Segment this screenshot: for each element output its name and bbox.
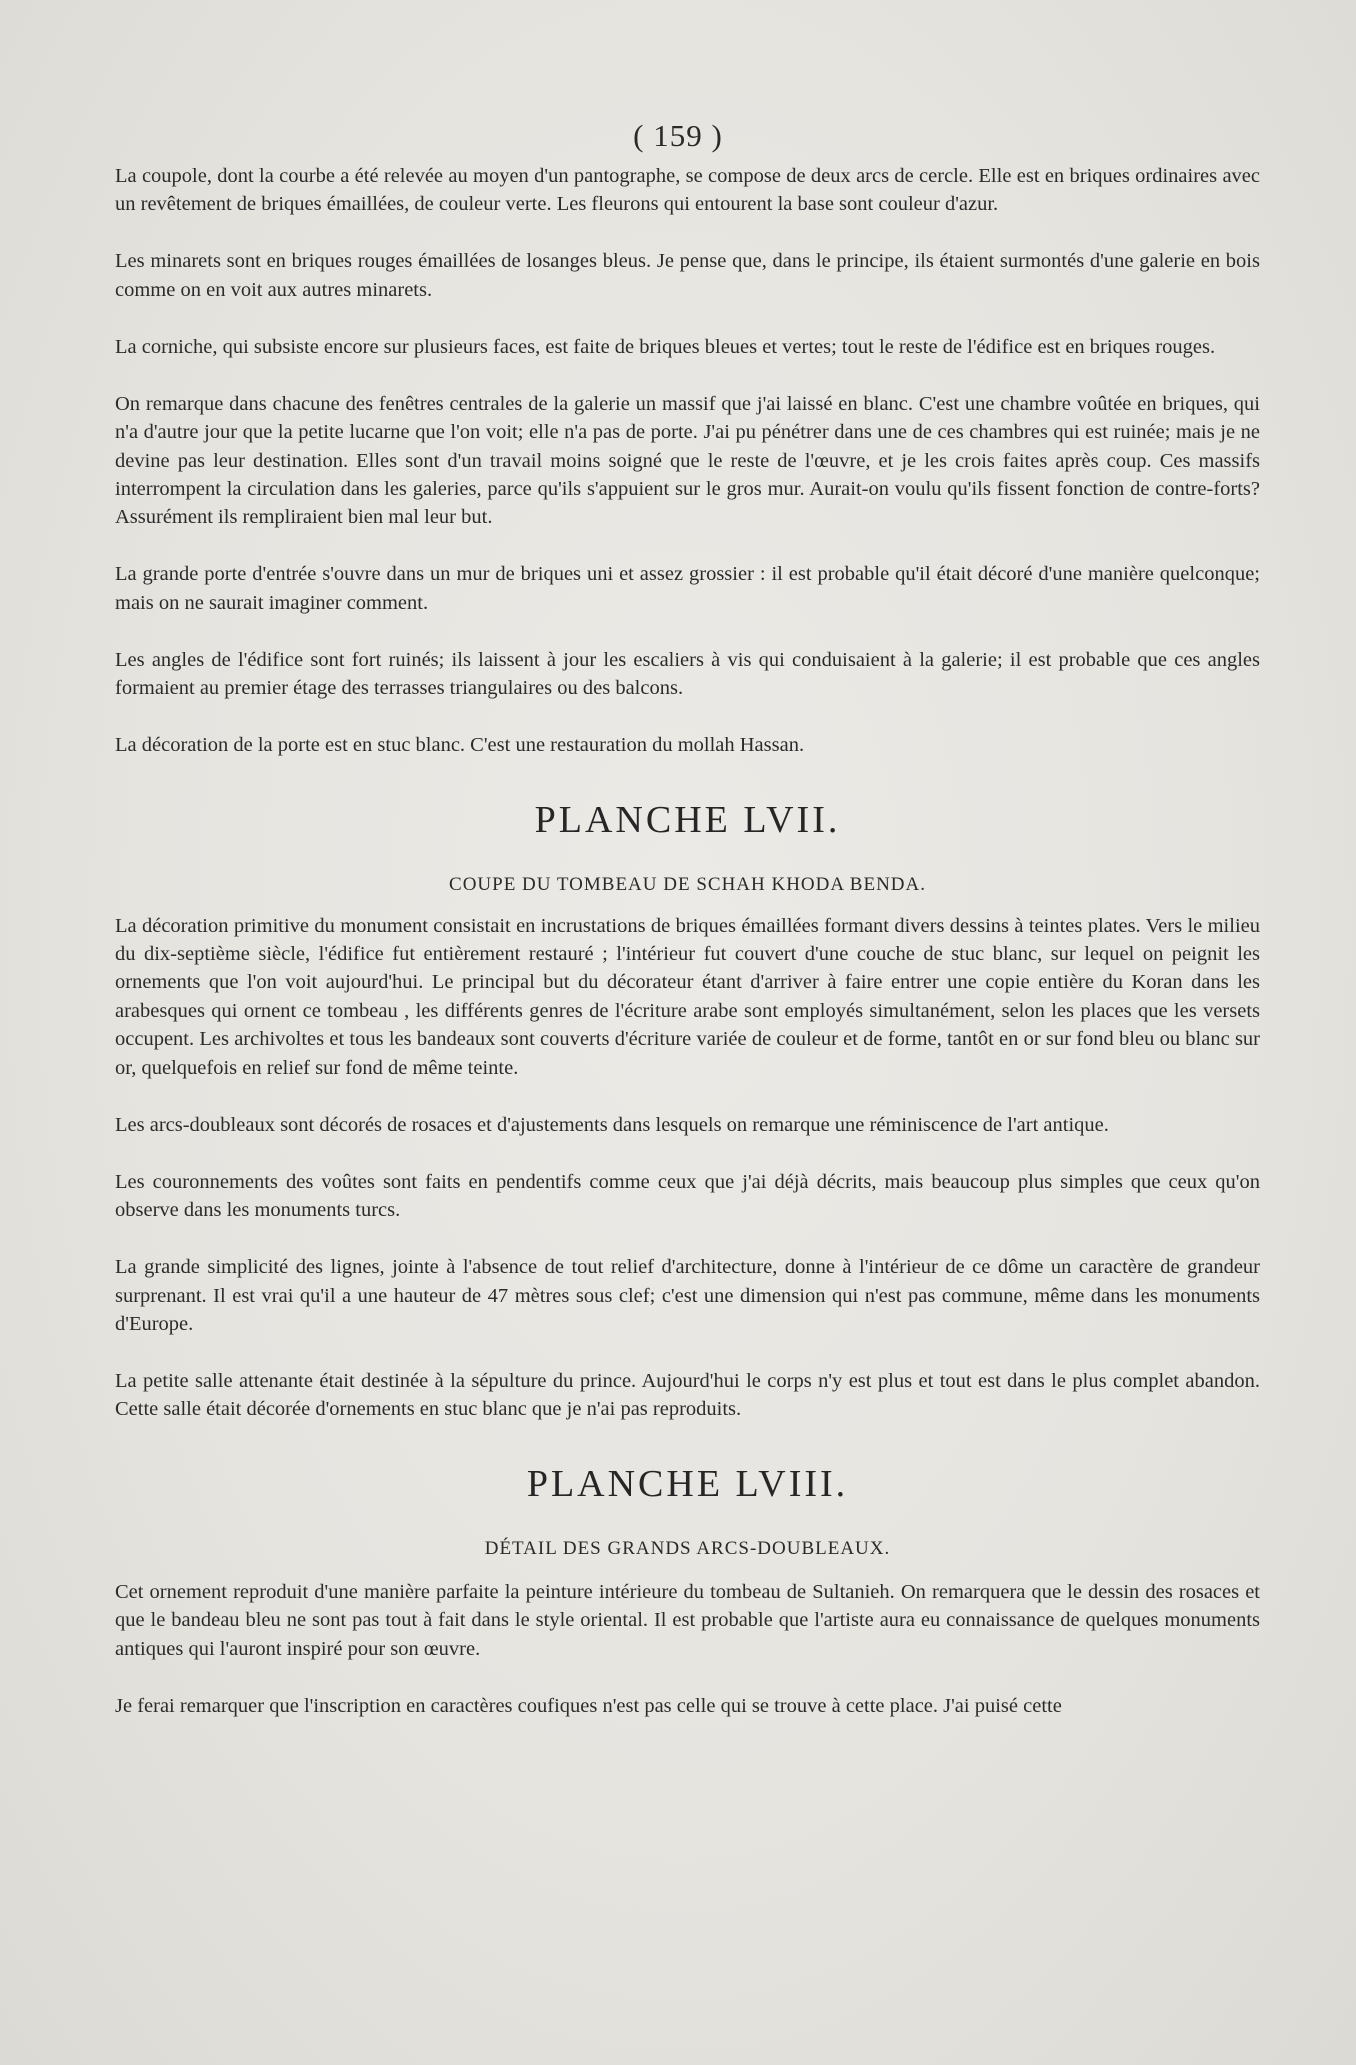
paragraph: La grande porte d'entrée s'ouvre dans un mur de briques uni et assez grossier : il est probable qu'il était décoré d'une manière quelconque; mais on ne saurait imaginer comment. xyxy=(115,563,1260,614)
section-subtitle: COUPE DU TOMBEAU DE SCHAH KHODA BENDA. xyxy=(449,873,926,895)
paragraph: La corniche, qui subsiste encore sur plusieurs faces, est faite de briques bleues et vertes; tout le reste de l'édifice est en briques rouges. xyxy=(115,335,1216,358)
paragraph: La décoration primitive du monument consistait en incrustations de briques émaillées formant divers dessins à teintes plates. Vers le milieu du dix-septième siècle, l'édifice fut entièrement restauré ; l'intérieur fut couvert d'une couche de stuc blanc, sur lequel on peignit les ornements que l'on voit aujourd'hui. Le principal but du décorateur étant d'arriver à faire entrer une copie entière du Koran dans les arabesques qui ornent ce tombeau , les différents genres de l'écriture arabe sont employés simultanément, selon les places que les versets occupent. Les archivoltes et tous les bandeaux sont couverts d'écriture variée de couleur et de forme, tantôt en or sur fond bleu ou blanc sur or, quelquefois en relief sur fond de même teinte. xyxy=(115,914,1260,1079)
paragraph: La coupole, dont la courbe a été relevée au moyen d'un pantographe, se compose de deux arcs de cercle. Elle est en briques ordinaires avec un revêtement de briques émaillées, de couleur verte. Les fleurons qui entourent la base sont couleur d'azur. xyxy=(115,165,1260,216)
section-subtitle: DÉTAIL DES GRANDS ARCS-DOUBLEAUX. xyxy=(484,1537,891,1559)
paragraph: La décoration de la porte est en stuc blanc. C'est une restauration du mollah Hassan. xyxy=(115,734,805,757)
paragraph: Je ferai remarquer que l'inscription en caractères coufiques n'est pas celle qui se trouve à cette place. J'ai puisé cette xyxy=(115,1694,1062,1717)
paragraph: Les angles de l'édifice sont fort ruinés; ils laissent à jour les escaliers à vis qui conduisaient à la galerie; il est probable que ces angles formaient au premier étage des terrasses triangulaires ou des balcons. xyxy=(115,648,1260,700)
page-number: ( 159 ) xyxy=(633,118,723,153)
paragraph: Cet ornement reproduit d'une manière parfaite la peinture intérieure du tombeau de Sultanieh. On remarquera que le dessin des rosaces et que le bandeau bleu ne sont pas tout à fait dans le style oriental. Il est probable que l'artiste aura eu connaissance de quelques monuments antiques qui l'auront inspiré pour son œuvre. xyxy=(115,1580,1260,1660)
paragraph: Les arcs-doubleaux sont décorés de rosaces et d'ajustements dans lesquels on remarque une réminiscence de l'art antique. xyxy=(115,1113,1109,1136)
paragraph: On remarque dans chacune des fenêtres centrales de la galerie un massif que j'ai laissé en blanc. C'est une chambre voûtée en briques, qui n'a d'autre jour que la petite lucarne que l'on voit; elle n'a pas de porte. J'ai pu pénétrer dans une de ces chambres qui est ruinée; mais je ne devine pas leur destination. Elles sont d'un travail moins soigné que le reste de l'œuvre, et je les crois faites après coup. Ces massifs interrompent la circulation dans les galeries, parce qu'ils s'appuient sur le gros mur. Aurait-on voulu qu'ils fissent fonction de contre-forts? Assurément ils rempliraient bien mal leur but. xyxy=(115,392,1260,529)
page-body xyxy=(115,162,1260,1749)
section-planche-lvii xyxy=(115,798,1260,1424)
section-intro xyxy=(115,162,1260,760)
section-title: PLANCHE LVIII. xyxy=(526,1462,849,1505)
paragraph: Les minarets sont en briques rouges émaillées de losanges bleus. Je pense que, dans le principe, ils étaient surmontés d'une galerie en bois comme on en voit aux autres minarets. xyxy=(115,250,1260,301)
section-planche-lviii xyxy=(115,1462,1260,1720)
paragraph: Les couronnements des voûtes sont faits en pendentifs comme ceux que j'ai déjà décrits, mais beaucoup plus simples que ceux qu'on observe dans les monuments turcs. xyxy=(115,1170,1260,1222)
paragraph: La grande simplicité des lignes, jointe à l'absence de tout relief d'architecture, donne à l'intérieur de ce dôme un caractère de grandeur surprenant. Il est vrai qu'il a une hauteur de 47 mètres sous clef; c'est une dimension qui n'est pas commune, même dans les monuments d'Europe. xyxy=(115,1256,1260,1335)
paragraph: La petite salle attenante était destinée à la sépulture du prince. Aujourd'hui le corps n'y est plus et tout est dans le plus complet abandon. Cette salle était décorée d'ornements en stuc blanc que je n'ai pas reproduits. xyxy=(115,1369,1260,1421)
section-title: PLANCHE LVII. xyxy=(534,798,841,841)
